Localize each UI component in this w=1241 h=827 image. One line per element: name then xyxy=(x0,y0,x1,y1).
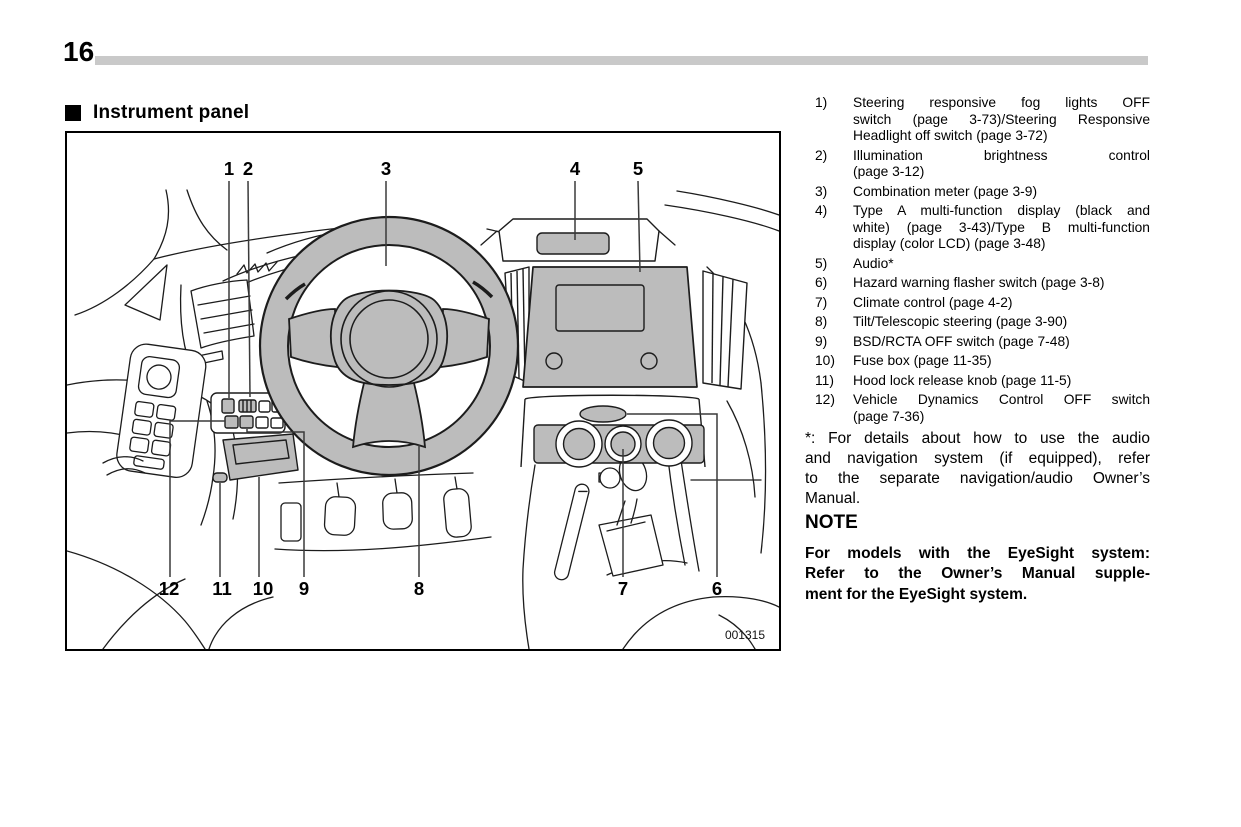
legend-item-number: 9) xyxy=(815,333,828,349)
text-line: to the separate navigation/audio Owner’s xyxy=(805,470,1150,487)
text-line: Headlight off switch (page 3-72) xyxy=(853,128,1048,143)
legend-item-number: 8) xyxy=(815,314,828,329)
steering-wheel xyxy=(260,217,518,475)
text-line: display (color LCD) (page 3-48) xyxy=(853,236,1046,251)
text-line: (page 7-36) xyxy=(853,408,925,424)
legend-item-number: 6) xyxy=(815,275,828,290)
legend-item xyxy=(805,95,1150,145)
callout-9: 9 xyxy=(298,578,310,599)
callout-3: 3 xyxy=(380,158,392,179)
legend-column xyxy=(805,95,1150,605)
callout-2: 2 xyxy=(242,158,254,179)
text-line: Vehicle Dynamics Control OFF switch xyxy=(853,392,1150,407)
legend-item-number: 10) xyxy=(815,353,835,368)
text-line: Hazard warning flasher switch (page 3-8) xyxy=(853,275,1105,290)
multi-function-display xyxy=(537,233,609,254)
legend-item-number: 3) xyxy=(815,183,828,199)
text-line: BSD/RCTA OFF switch (page 7-48) xyxy=(853,333,1070,349)
legend-item xyxy=(805,334,1150,351)
callout-1: 1 xyxy=(223,158,235,179)
legend-item-number: 7) xyxy=(815,294,828,310)
callout-12: 12 xyxy=(158,578,180,599)
legend-item xyxy=(805,353,1150,370)
legend-item-number: 1) xyxy=(815,95,828,110)
page-number: 16 xyxy=(63,36,95,67)
hazard-switch xyxy=(580,406,626,422)
text-line: Climate control (page 4-2) xyxy=(853,294,1013,310)
note-title: NOTE xyxy=(805,512,858,533)
callout-7: 7 xyxy=(617,578,629,599)
legend-item xyxy=(805,256,1150,273)
legend-item xyxy=(805,184,1150,201)
legend-item xyxy=(805,148,1150,181)
text-line: Steering responsive fog lights OFF xyxy=(853,95,1150,110)
callout-8: 8 xyxy=(413,578,425,599)
callout-5: 5 xyxy=(632,158,644,179)
note-body xyxy=(805,544,1150,606)
text-line: Combination meter (page 3-9) xyxy=(853,183,1038,199)
legend-item-number: 5) xyxy=(815,255,828,271)
text-line: *: For details about how to use the audio xyxy=(805,430,1150,447)
legend-item-number: 12) xyxy=(815,392,835,407)
legend-item xyxy=(805,203,1150,253)
window-switch-panel xyxy=(115,342,208,479)
airbag-pad xyxy=(331,291,447,386)
text-line: (page 3-12) xyxy=(853,164,925,179)
fog-light-off-switch xyxy=(222,399,234,413)
text-line: white) (page 3-43)/Type B multi-function xyxy=(853,219,1150,235)
text-line: For models with the EyeSight system: xyxy=(805,544,1150,562)
text-line: switch (page 3-73)/Steering Responsive xyxy=(853,111,1150,127)
text-line: Tilt/Telescopic steering (page 3-90) xyxy=(853,314,1068,329)
vdc-off-switch xyxy=(225,416,238,428)
text-line: Audio* xyxy=(853,255,894,271)
legend-item xyxy=(805,314,1150,331)
legend-item-number: 2) xyxy=(815,147,828,163)
text-line: Fuse box (page 11-35) xyxy=(853,353,992,368)
bsd-rcta-off-switch xyxy=(240,416,253,428)
legend-item-number: 4) xyxy=(815,203,828,218)
section-heading xyxy=(65,102,249,124)
text-line: ment for the EyeSight system. xyxy=(805,585,1028,603)
callout-10: 10 xyxy=(252,578,274,599)
hood-lock-release-knob xyxy=(213,473,227,482)
section-bullet-icon xyxy=(65,105,81,121)
legend-item xyxy=(805,295,1150,312)
callout-4: 4 xyxy=(569,158,581,179)
figure-code: 001315 xyxy=(724,628,765,642)
text-line: Type A multi-function display (black and xyxy=(853,203,1150,218)
section-title: Instrument panel xyxy=(93,102,250,123)
callout-6: 6 xyxy=(711,578,723,599)
header-rule xyxy=(95,56,1148,65)
legend-item xyxy=(805,392,1150,425)
legend-item xyxy=(805,373,1150,390)
footnote xyxy=(805,429,1150,509)
legend-item xyxy=(805,275,1150,292)
instrument-panel-diagram xyxy=(67,133,779,649)
text-line: Refer to the Owner’s Manual supple- xyxy=(805,565,1150,582)
text-line: and navigation system (if equipped), refer xyxy=(805,450,1150,467)
pedals xyxy=(324,488,472,538)
text-line: Manual. xyxy=(805,490,861,507)
callout-11: 11 xyxy=(212,578,232,599)
text-line: Hood lock release knob (page 11-5) xyxy=(853,372,1072,388)
center-stack xyxy=(499,219,747,467)
instrument-panel-figure xyxy=(65,131,781,651)
text-line: Illumination brightness control xyxy=(853,147,1150,163)
legend-item-number: 11) xyxy=(815,372,834,388)
parking-brake-lever xyxy=(553,483,590,581)
legend-list xyxy=(805,95,1150,425)
